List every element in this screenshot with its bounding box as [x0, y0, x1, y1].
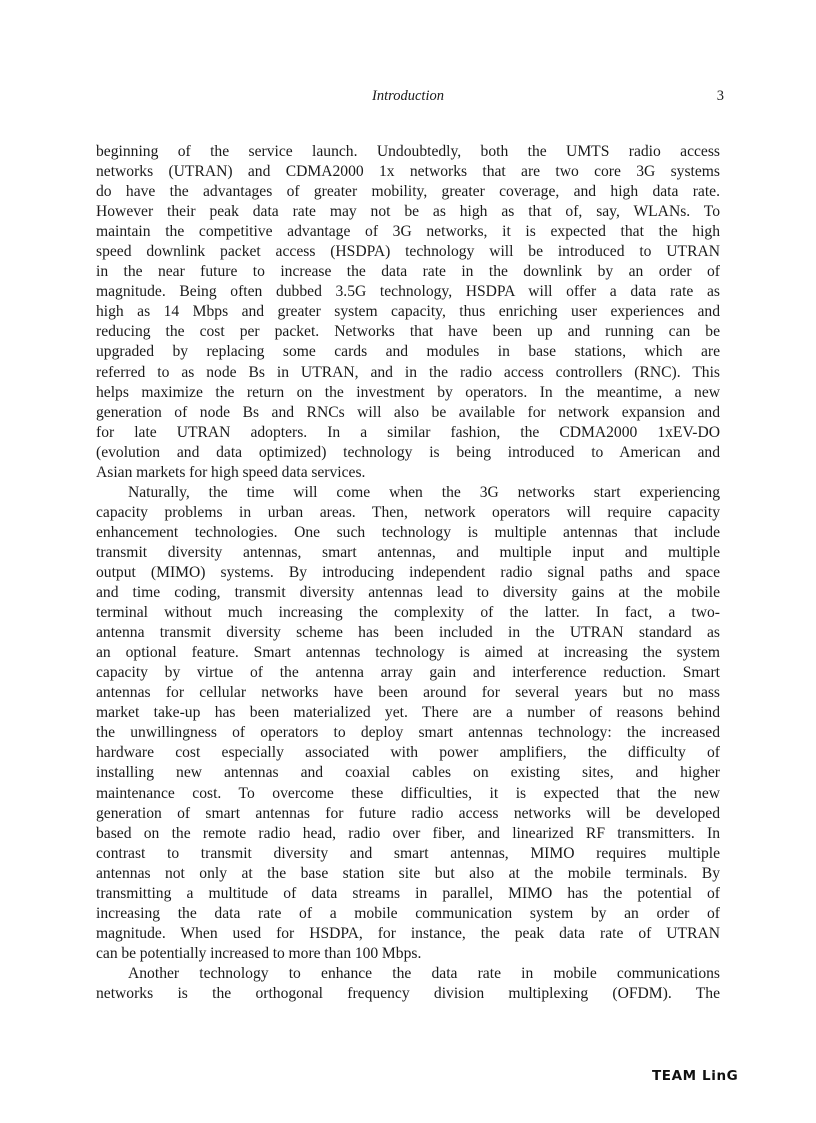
text-line: referred to as node Bs in UTRAN, and in the radio access controllers (RNC). This: [96, 363, 720, 381]
text-line: installing new antennas and coaxial cables on existing sites, and higher: [96, 764, 720, 782]
text-line: maintain the competitive advantage of 3G networks, it is expected that the high: [96, 223, 720, 241]
text-line: magnitude. Being often dubbed 3.5G technology, HSDPA will offer a data rate as: [96, 283, 720, 301]
running-title: Introduction: [372, 88, 444, 104]
text-line: speed downlink packet access (HSDPA) technology will be introduced to UTRAN: [96, 243, 720, 261]
text-line: magnitude. When used for HSDPA, for instance, the peak data rate of UTRAN: [96, 924, 720, 942]
text-line: helps maximize the return on the investment by operators. In the meantime, a new: [96, 383, 720, 401]
text-line: terminal without much increasing the complexity of the latter. In fact, a two-: [96, 604, 720, 622]
text-line: antenna transmit diversity scheme has been included in the UTRAN standard as: [96, 624, 720, 642]
text-line: maintenance cost. To overcome these difficulties, it is expected that the new: [96, 784, 720, 802]
text-line: transmit diversity antennas, smart antennas, and multiple input and multiple: [96, 543, 720, 561]
text-line: the unwillingness of operators to deploy smart antennas technology: the increased: [96, 724, 720, 742]
text-line: market take-up has been materialized yet. There are a number of reasons behind: [96, 704, 720, 722]
team-ling-logo: TEAM LinG: [652, 1068, 739, 1084]
text-line: based on the remote radio head, radio over fiber, and linearized RF transmitters. In: [96, 824, 720, 842]
text-line: and time coding, transmit diversity antennas lead to diversity gains at the mobile: [96, 584, 720, 602]
text-line: capacity by virtue of the antenna array gain and interference reduction. Smart: [96, 664, 720, 682]
page-number: 3: [716, 88, 724, 104]
text-line: transmitting a multitude of data streams in parallel, MIMO has the potential of: [96, 884, 720, 902]
text-line: hardware cost especially associated with power amplifiers, the difficulty of: [96, 744, 720, 762]
text-line: in the near future to increase the data rate in the downlink by an order of: [96, 263, 720, 281]
text-line: generation of node Bs and RNCs will also be available for network expansion and: [96, 403, 720, 421]
text-line: networks (UTRAN) and CDMA2000 1x networks that are two core 3G systems: [96, 163, 720, 181]
text-line: do have the advantages of greater mobility, greater coverage, and high data rate.: [96, 183, 720, 201]
text-line: high as 14 Mbps and greater system capacity, thus enriching user experiences and: [96, 303, 720, 321]
body-text: [96, 142, 720, 1004]
text-line: antennas for cellular networks have been around for several years but no mass: [96, 684, 720, 702]
text-line: contrast to transmit diversity and smart antennas, MIMO requires multiple: [96, 844, 720, 862]
text-line: (evolution and data optimized) technology is being introduced to American and: [96, 443, 720, 461]
text-line: an optional feature. Smart antennas technology is aimed at increasing the system: [96, 644, 720, 662]
paragraph-first-line: Another technology to enhance the data rate in mobile communications: [128, 964, 720, 982]
text-line: networks is the orthogonal frequency division multiplexing (OFDM). The: [96, 984, 720, 1002]
text-line: enhancement technologies. One such technology is multiple antennas that include: [96, 523, 720, 541]
paragraph-end-line: Asian markets for high speed data services.: [96, 463, 366, 481]
text-line: antennas not only at the base station site but also at the mobile terminals. By: [96, 864, 720, 882]
text-line: upgraded by replacing some cards and modules in base stations, which are: [96, 343, 720, 361]
paragraph-first-line: Naturally, the time will come when the 3G networks start experiencing: [128, 483, 720, 501]
text-line: increasing the data rate of a mobile communication system by an order of: [96, 904, 720, 922]
text-line: reducing the cost per packet. Networks that have been up and running can be: [96, 323, 720, 341]
text-line: output (MIMO) systems. By introducing independent radio signal paths and space: [96, 563, 720, 581]
text-line: for late UTRAN adopters. In a similar fashion, the CDMA2000 1xEV-DO: [96, 423, 720, 441]
text-line: capacity problems in urban areas. Then, network operators will require capacity: [96, 503, 720, 521]
text-line: generation of smart antennas for future radio access networks will be developed: [96, 804, 720, 822]
running-header: [96, 88, 724, 108]
text-line: beginning of the service launch. Undoubtedly, both the UMTS radio access: [96, 143, 720, 160]
paragraph-end-line: can be potentially increased to more than 100 Mbps.: [96, 944, 422, 962]
text-line: However their peak data rate may not be as high as that of, say, WLANs. To: [96, 203, 720, 221]
